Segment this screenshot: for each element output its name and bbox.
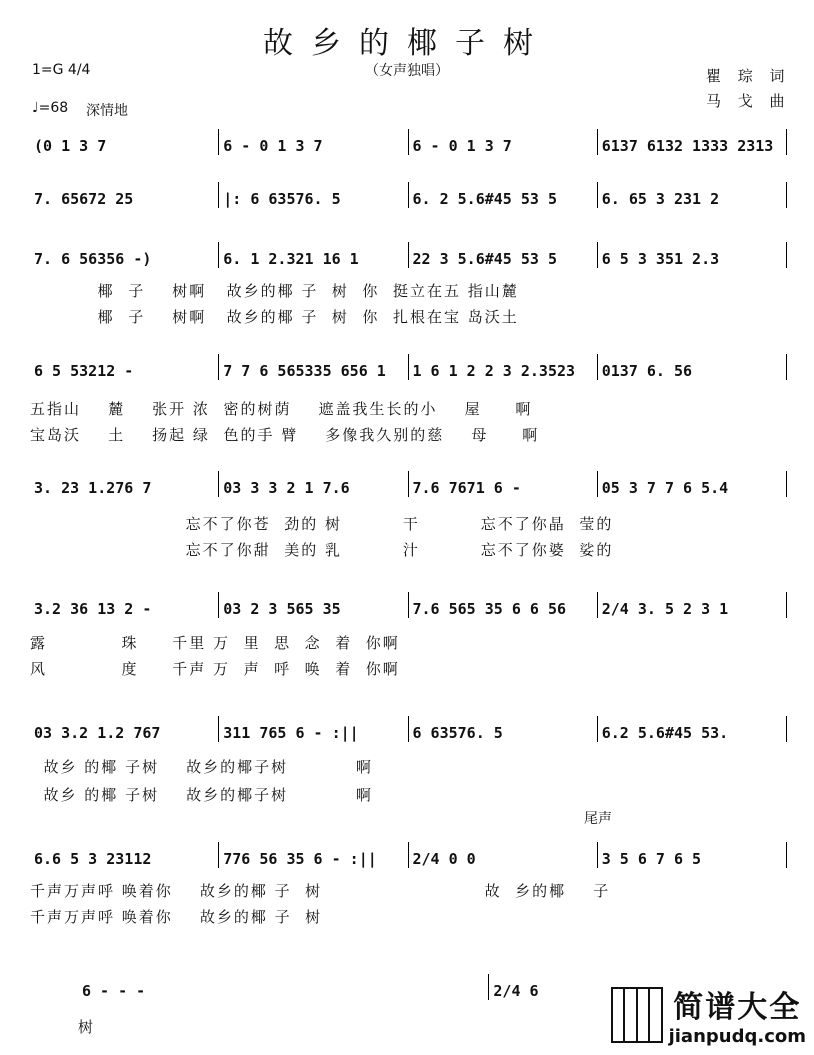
lyric-line-2: 故乡 的椰 子树 故乡的椰子树 啊 [30, 786, 373, 804]
lyric-line-2: 椰 子 树啊 故乡的椰 子 树 你 扎根在宝 岛沃土 [30, 308, 519, 326]
measure: 7. 65672 25 [30, 182, 219, 208]
notation-row [30, 125, 787, 155]
notation-row [30, 588, 787, 618]
measure: 05 3 7 7 6 5.4 [598, 471, 787, 497]
lyric-line-1: 故乡 的椰 子树 故乡的椰子树 啊 [30, 758, 373, 776]
measure: 3.2 36 13 2 - [30, 592, 219, 618]
lyric-line-2: 千声万声呼 唤着你 故乡的椰 子 树 [30, 908, 323, 926]
measure: 7 7 6 565335 656 1 [219, 354, 408, 380]
lyric-line-1: 椰 子 树啊 故乡的椰 子 树 你 挺立在五 指山麓 [30, 282, 519, 300]
measure: (0 1 3 7 [30, 129, 219, 155]
measure: 6 5 3 351 2.3 [598, 242, 787, 268]
measure: 6 - 0 1 3 7 [409, 129, 598, 155]
measure: 2/4 6 [493, 982, 539, 1000]
key-signature: 1=G 4/4 [32, 62, 91, 78]
notation-row [78, 970, 598, 1000]
measure: 6 - - - [78, 974, 489, 1000]
watermark-url: jianpudq.com [668, 1026, 806, 1047]
lyric-line-2: 风 度 千声 万 声 呼 唤 着 你啊 [30, 660, 400, 678]
measure: 22 3 5.6#45 53 5 [409, 242, 598, 268]
lyric-line-1: 忘不了你苍 劲的 树 干 忘不了你晶 莹的 [30, 515, 614, 533]
measure: 6. 1 2.321 16 1 [219, 242, 408, 268]
notation-row [30, 467, 787, 497]
lyric-line-1: 露 珠 千里 万 里 思 念 着 你啊 [30, 634, 400, 652]
expression-mark: 深情地 [86, 103, 128, 119]
measure: 03 2 3 565 35 [219, 592, 408, 618]
piano-keys-icon [611, 987, 663, 1043]
measure: 311 765 6 - :|| [219, 716, 408, 742]
watermark-text: 简谱大全 [673, 990, 802, 1025]
measure: 7.6 7671 6 - [409, 471, 598, 497]
measure: 7. 6 56356 -) [30, 242, 219, 268]
measure: 6. 2 5.6#45 53 5 [409, 182, 598, 208]
measure: 7.6 565 35 6 6 56 [409, 592, 598, 618]
measure: 0137 6. 56 [598, 354, 787, 380]
measure: 776 56 35 6 - :|| [219, 842, 408, 868]
notation-row [30, 350, 787, 380]
lyric-line-1: 五指山 麓 张开 浓 密的树荫 遮盖我生长的小 屋 啊 [30, 400, 533, 418]
measure: 6 - 0 1 3 7 [219, 129, 408, 155]
notation-row [30, 838, 787, 868]
measure: 3. 23 1.276 7 [30, 471, 219, 497]
notation-row [30, 238, 787, 268]
coda-label: 尾声 [584, 811, 612, 827]
composer-credit: 马 戈 曲 [706, 92, 791, 110]
lyric-line-1: 树 [78, 1018, 96, 1036]
lyric-line-2: 忘不了你甜 美的 乳 汁 忘不了你婆 娑的 [30, 541, 614, 559]
measure: 1 6 1 2 2 3 2.3523 [409, 354, 598, 380]
notation-row [30, 712, 787, 742]
measure: 6.6 5 3 23112 [30, 842, 219, 868]
measure: |: 6 63576. 5 [219, 182, 408, 208]
measure: 6 63576. 5 [409, 716, 598, 742]
lyricist-credit: 瞿 琮 词 [706, 67, 791, 85]
measure: 3 5 6 7 6 5 [598, 842, 787, 868]
measure: 6137 6132 1333 2313 [598, 129, 787, 155]
measure: 03 3.2 1.2 767 [30, 716, 219, 742]
measure: 6 5 53212 - [30, 354, 219, 380]
tempo-mark: ♩=68 [32, 100, 69, 116]
lyric-line-2: 宝岛沃 土 扬起 绿 色的手 臂 多像我久别的慈 母 啊 [30, 426, 540, 444]
song-title: 故乡的椰子树 [263, 26, 551, 61]
measure: 03 3 3 2 1 7.6 [219, 471, 408, 497]
measure: 6. 65 3 231 2 [598, 182, 787, 208]
measure: 2/4 0 0 [409, 842, 598, 868]
song-subtitle: （女声独唱） [365, 63, 449, 79]
measure: 2/4 3. 5 2 3 1 [598, 592, 787, 618]
watermark-logo [611, 982, 806, 1047]
measure: 6.2 5.6#45 53. [598, 716, 787, 742]
lyric-line-1: 千声万声呼 唤着你 故乡的椰 子 树 故 乡的椰 子 [30, 882, 611, 900]
notation-row [30, 178, 787, 208]
